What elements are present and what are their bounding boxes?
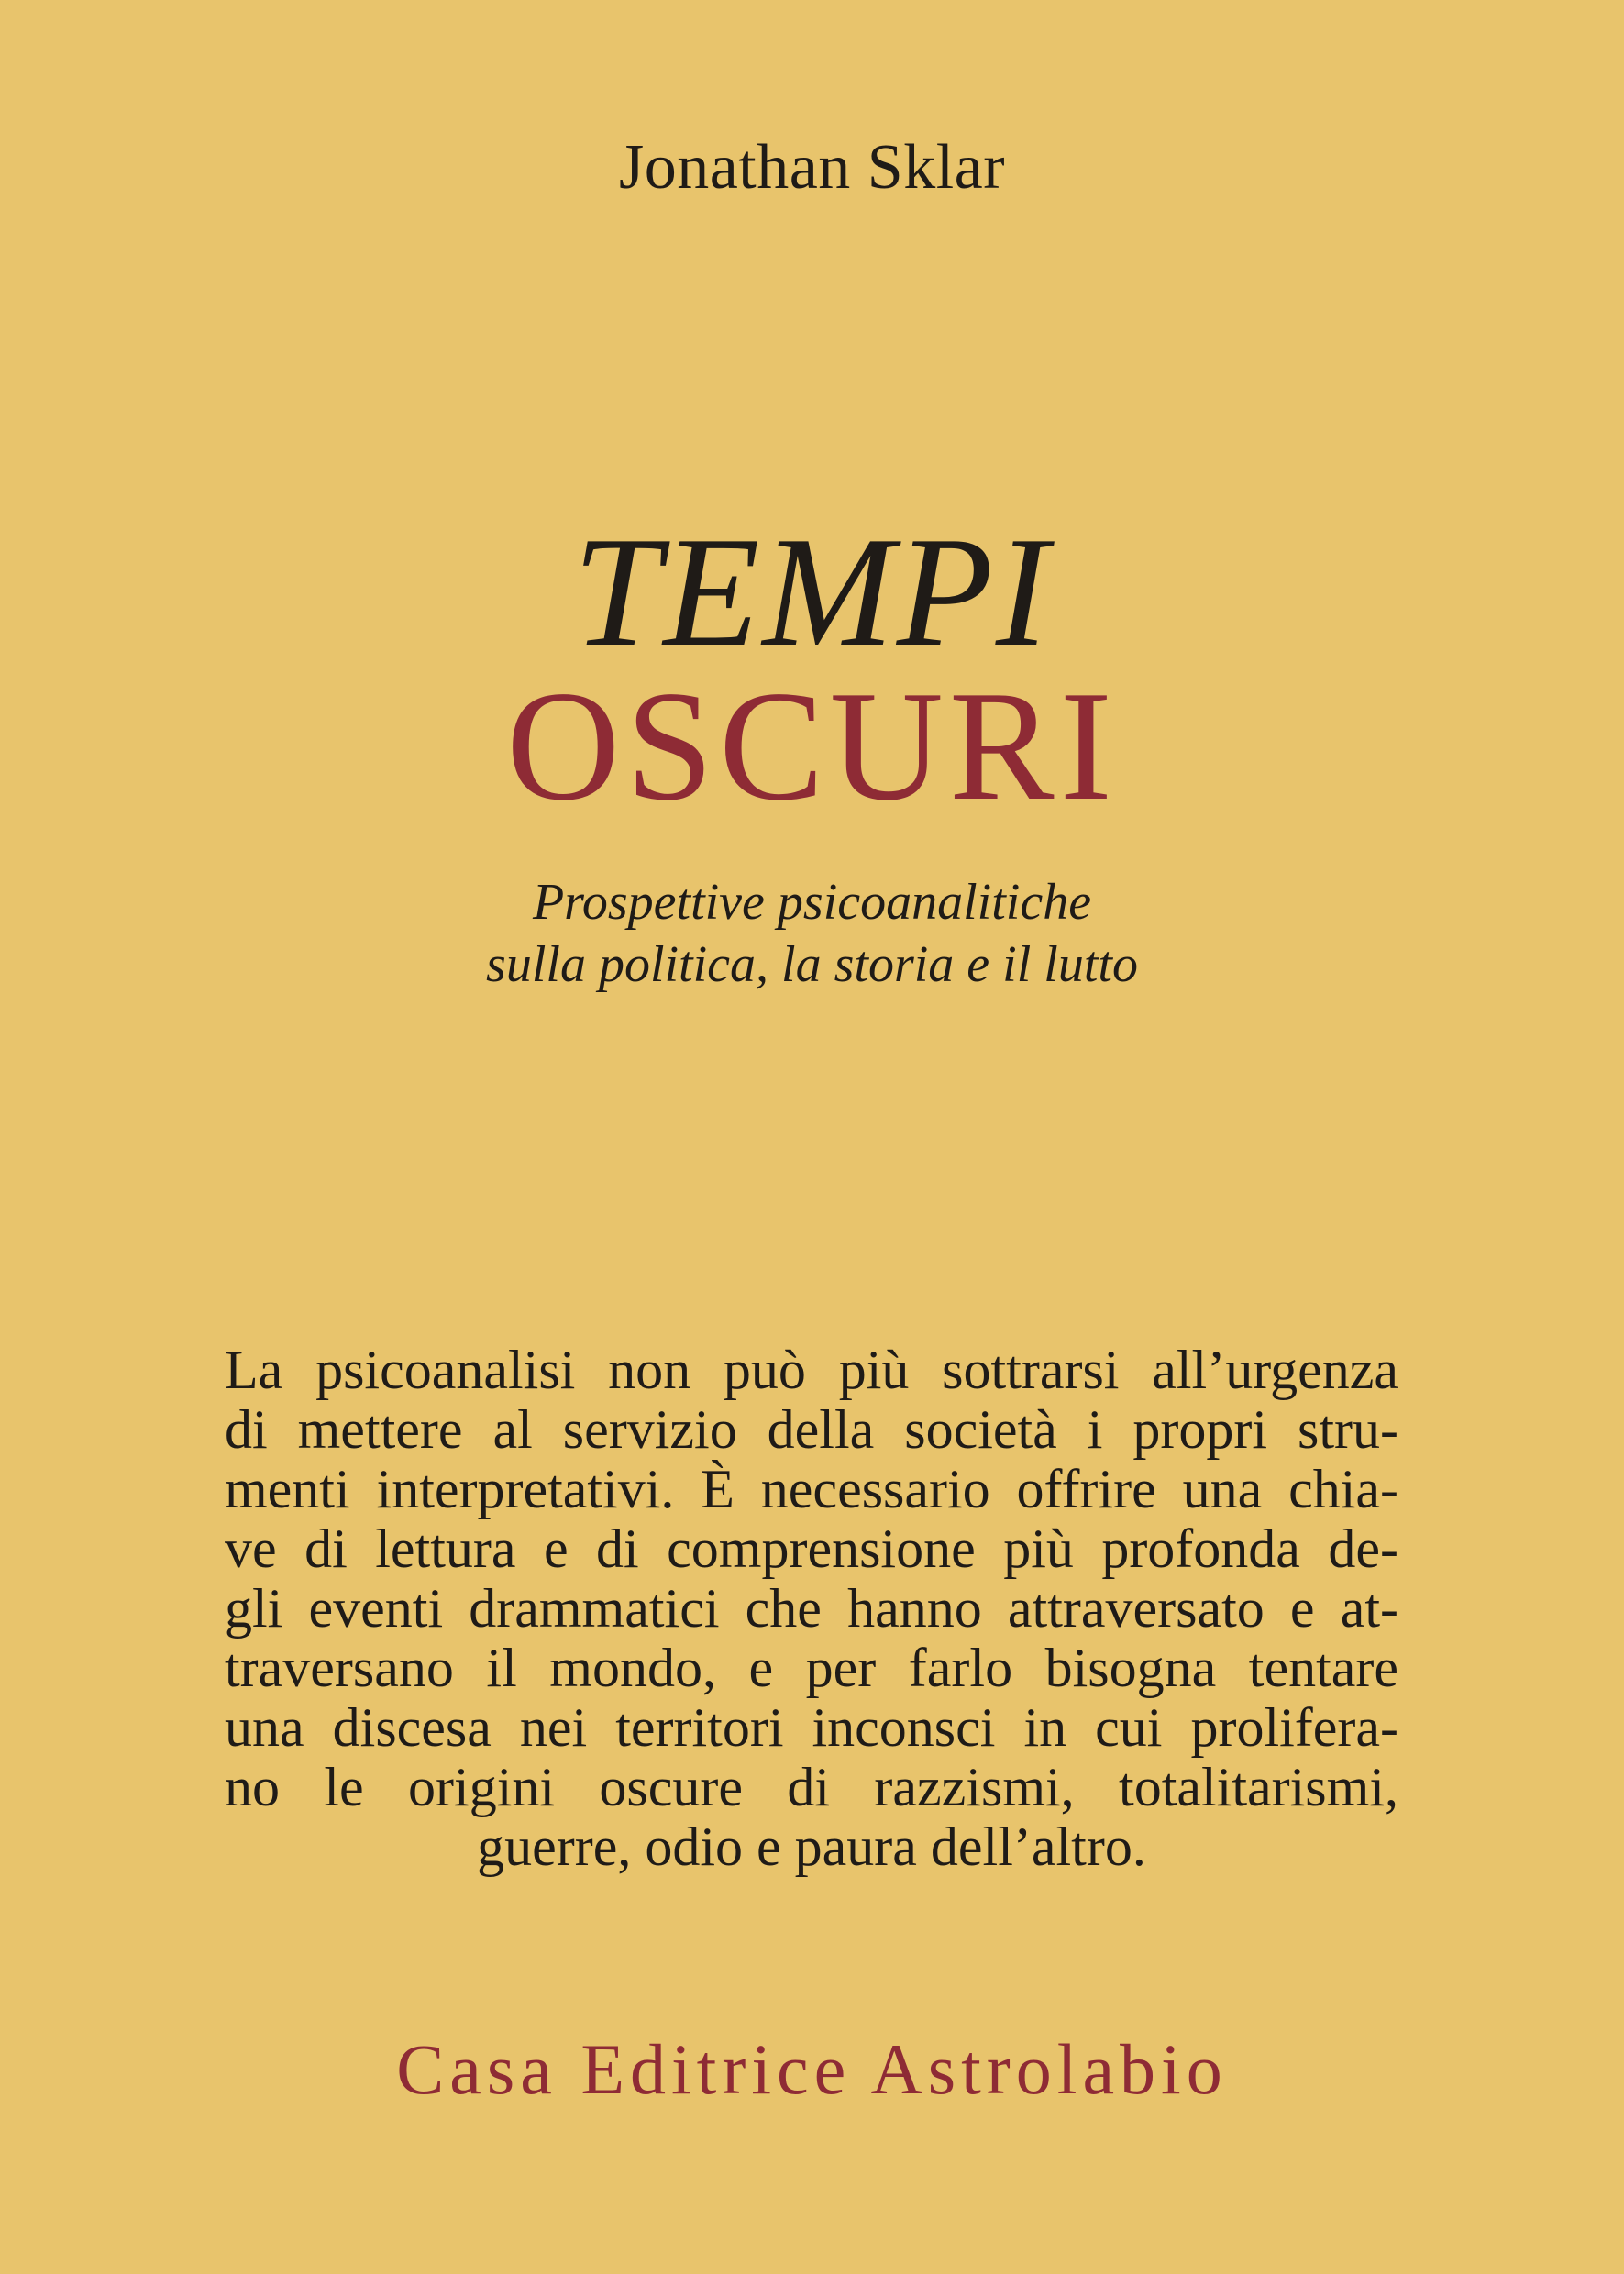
blurb-text [225, 1341, 1398, 1877]
blurb-line: traversano il mondo, e per farlo bisogna tentare [225, 1638, 1398, 1698]
subtitle [0, 871, 1624, 996]
subtitle-line: Prospettive psicoanalitiche [532, 874, 1092, 931]
publisher-name: Casa Editrice Astrolabio [396, 2029, 1228, 2109]
title-line-2: OSCURI [506, 659, 1118, 833]
blurb-line: gli eventi drammatici che hanno attraversato e at- [225, 1578, 1398, 1639]
blurb-line: di mettere al servizio della società i propri stru- [225, 1399, 1398, 1460]
blurb-line: ve di lettura e di comprensione più profonda de- [225, 1518, 1398, 1579]
author-name: Jonathan Sklar [618, 132, 1006, 203]
title-line-1: TEMPI [572, 505, 1052, 679]
blurb-line: La psicoanalisi non può più sottrarsi all’urgenza [225, 1340, 1398, 1400]
blurb-line: no le origini oscure di razzismi, totalitarismi, [225, 1757, 1398, 1817]
blurb-line: menti interpretativi. È necessario offrire una chia- [225, 1459, 1398, 1519]
blurb-line: guerre, odio e paura dell’altro. [477, 1816, 1146, 1877]
subtitle-line: sulla politica, la storia e il lutto [486, 936, 1138, 993]
blurb-line: una discesa nei territori inconsci in cui prolifera- [225, 1697, 1398, 1758]
